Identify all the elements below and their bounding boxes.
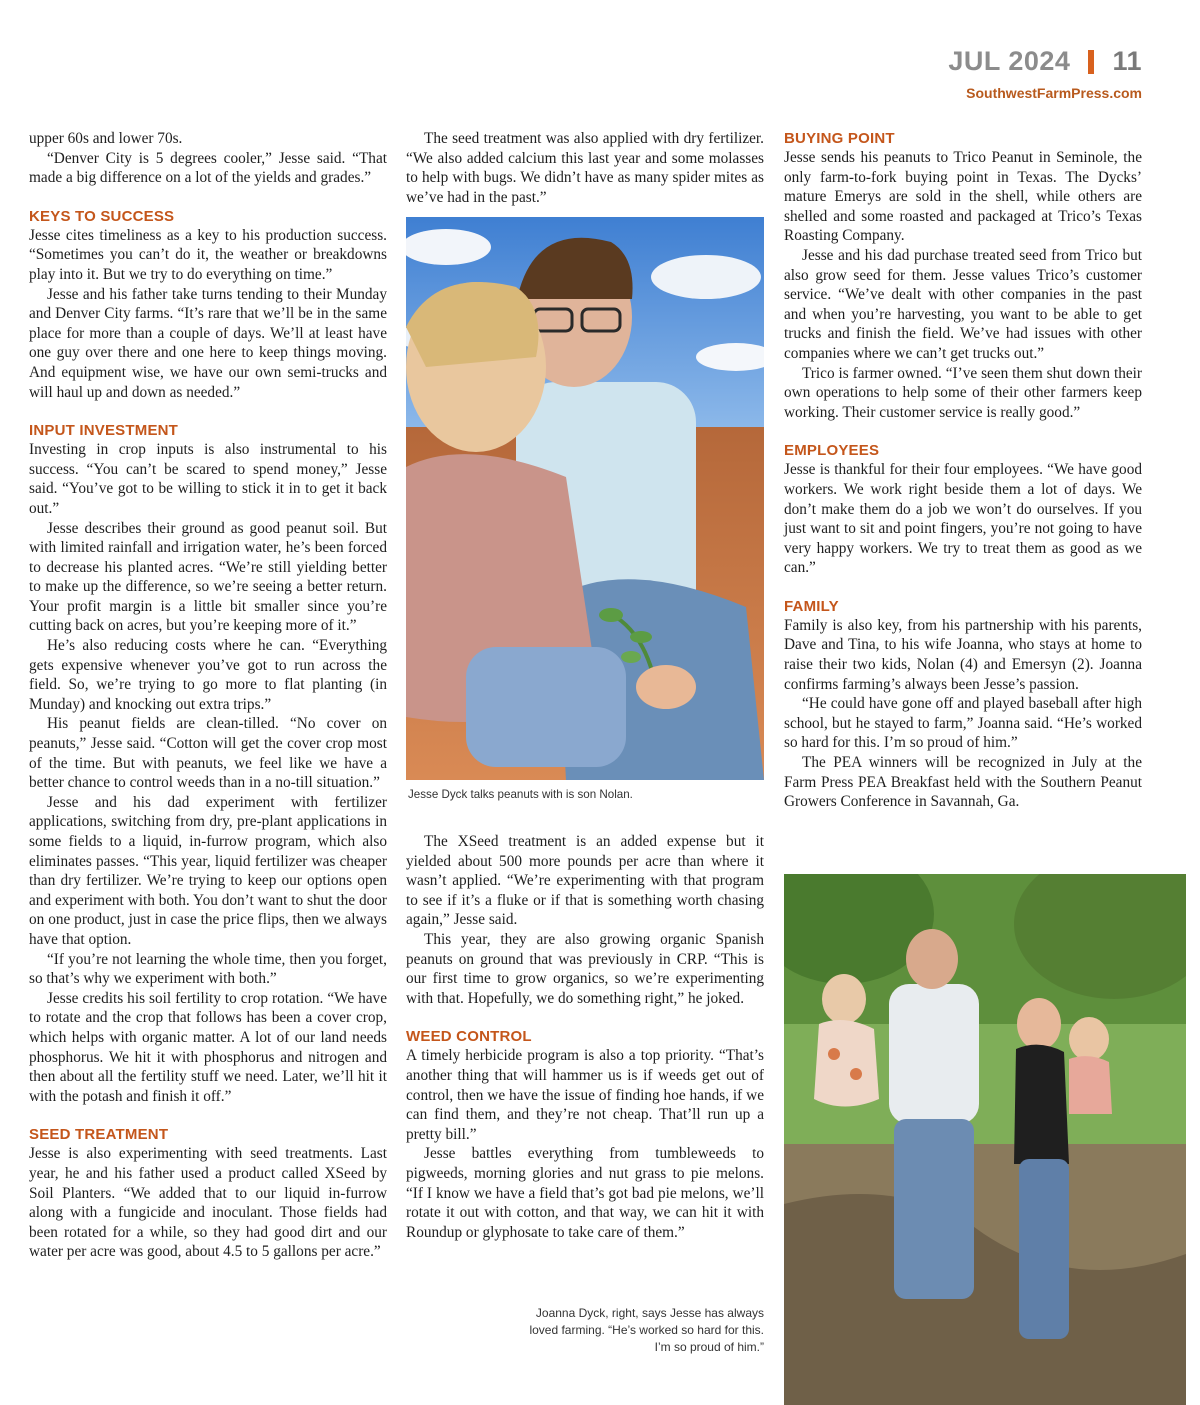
paragraph: The PEA winners will be recognized in July at the Farm Press PEA Breakfast held with the Southern Peanut Growers Conference in Savannah, Ga. (784, 754, 1142, 811)
paragraph: This year, they are also growing organic Spanish peanuts on ground that was previously in CRP. “This is our first time to grow organics, so we’re experimenting with that. Hopefully, we do something right,” he joked. (406, 930, 764, 1007)
paragraph: Jesse describes their ground as good peanut soil. But with limited rainfall and irrigation water, he’s been forced to decrease his planted acres. “We’re still yielding better to make up the difference, so we’re seeing a better return. Your profit margin is a little bit smaller since you’re cutting back on acres, but you’re keeping more of it.” (29, 519, 387, 635)
paragraph: “Denver City is 5 degrees cooler,” Jesse said. “That made a big difference on a lot of the yields and grades.” (29, 149, 387, 187)
paragraph: Jesse and his dad purchase treated seed from Trico but also grow seed for them. Jesse values Trico’s customer service. “We’ve dealt with other companies in the past and when you’re harvesting, you want to be able to get trucks and finish the field. We’ve had issues with other companies where we can’t get trucks out.” (784, 246, 1142, 362)
paragraph: Investing in crop inputs is also instrumental to his success. “You can’t be scared to spend money,” Jesse said. “You’ve got to be willing to stick it in to get it back out.” (29, 441, 387, 517)
page-number: 11 (1112, 46, 1142, 76)
photo-dyck-family (784, 874, 1186, 1405)
paragraph: The XSeed treatment is an added expense but it yielded about 500 more pounds per acre than where it wasn’t applied. “We’re experimenting with that program to see if it’s a fluke or if that is something worth chasing again,” Jesse said. (406, 833, 764, 929)
section-heading-buying-point: BUYING POINT (784, 130, 895, 147)
section-heading-family: FAMILY (784, 597, 839, 615)
photo-caption: Joanna Dyck, right, says Jesse has always loved farming. “He’s worked so hard for this. I’m so proud of him.” (529, 1306, 764, 1354)
paragraph: Jesse credits his soil fertility to crop rotation. “We have to rotate and the crop that follows has been a cover crop, which helps with organic matter. A lot of our land needs phosphorus. We hit it with phosphorus and nitrogen and then about all the fertility stuff we need. Later, we’ll hit it with the potash and finish it off.” (29, 989, 387, 1105)
paragraph: Jesse is thankful for their four employees. “We have good workers. We work right beside them a lot of days. We don’t make them do a job we won’t do ourselves. If you just want to sit and point fingers, you’re not going to have very happy workers. We try to treat them as good as we can.” (784, 461, 1142, 577)
section-heading-keys-to-success: KEYS TO SUCCESS (29, 207, 175, 225)
column-3 (784, 129, 1142, 812)
column-2-top (406, 129, 764, 207)
photo-caption: Jesse Dyck talks peanuts with is son Nolan. (408, 788, 633, 801)
paragraph: “If you’re not learning the whole time, then you forget, so that’s why we experiment with both.” (29, 950, 387, 988)
paragraph: His peanut fields are clean-tilled. “No cover on peanuts,” Jesse said. “Cotton will get the cover crop most of the time. But with peanuts, we feel like we have a better chance to control weeds than in a no-till situation.” (29, 715, 387, 792)
paragraph: Jesse and his dad experiment with fertilizer applications, switching from dry, pre-plant applications in some fields to a liquid, in-furrow program, which also eliminates passes. “This year, liquid fertilizer was cheaper than dry fertilizer. We’re trying to keep our options open and experiment with both. You don’t want to shut the door on one product, just in case the price flips, then we always have that option. (29, 793, 387, 948)
paragraph: upper 60s and lower 70s. (29, 130, 183, 147)
page-header (948, 46, 1142, 101)
section-heading-weed-control: WEED CONTROL (406, 1028, 532, 1046)
paragraph: Family is also key, from his partnership with his parents, Dave and Tina, to his wife Joanna, who stays at home to raise their two kids, Nolan (4) and Emersyn (2). Joanna confirms farming’s always been Jesse’s passion. (784, 616, 1142, 693)
issue-line (948, 46, 1142, 77)
paragraph: He’s also reducing costs where he can. “Everything gets expensive whenever you’ve got to run across the field. So, we’re trying to go more to flat planting (in Munday) and knocking out extra trips.” (29, 637, 387, 713)
section-heading-input-investment: INPUT INVESTMENT (29, 422, 179, 440)
paragraph: “He could have gone off and played baseball after high school, but he stayed to farm,” Joanna said. “He’s worked so hard for this. I’m so proud of him.” (784, 695, 1142, 752)
header-divider-bar (1088, 50, 1094, 74)
photo-illustration (784, 874, 1186, 1405)
issue-date: JUL 2024 (948, 46, 1071, 76)
paragraph: A timely herbicide program is also a top priority. “That’s another thing that will hammer us is if weeds get out of control, then we have the issue of finding hoe hands, if we can find them, and they’re not cheap. That’ll run up a pretty bill.” (406, 1047, 764, 1143)
section-heading-seed-treatment: SEED TREATMENT (29, 1126, 169, 1144)
column-2-bottom (406, 832, 764, 1242)
photo-illustration (406, 217, 764, 780)
column-1 (29, 129, 387, 1262)
paragraph: Jesse and his father take turns tending to their Munday and Denver City farms. “It’s rare that we’ll be in the same place for more than a couple of days. We’ll at least have one guy over there and one here to keep things moving. And equipment wise, we have our own semi-trucks and will haul up and down as needed.” (29, 285, 387, 401)
paragraph: The seed treatment was also applied with dry fertilizer. “We also added calcium this last year and some molasses to help with bugs. We didn’t have as many spider mites as we’ve had in the past.” (406, 130, 764, 206)
photo-jesse-and-nolan (406, 217, 764, 780)
paragraph: Trico is farmer owned. “I’ve seen them shut down their own operations to help some of their other farmers keep working. Their customer service is really good.” (784, 364, 1142, 421)
paragraph: Jesse cites timeliness as a key to his production success. “Sometimes you can’t do it, the weather or breakdowns play into it. But we try to do everything on time.” (29, 226, 387, 283)
website-link[interactable]: SouthwestFarmPress.com (966, 85, 1142, 101)
paragraph: Jesse is also experimenting with seed treatments. Last year, he and his father used a product called XSeed by Soil Planters. “We added that to our liquid in-furrow along with a fungicide and inoculant. Those fields had been rotated for a while, so they had good dirt and our water per acre was good, about 4.5 to 5 gallons per acre.” (29, 1145, 387, 1261)
paragraph: Jesse sends his peanuts to Trico Peanut in Seminole, the only farm-to-fork buying point in Texas. The Dycks’ mature Emerys are sold in the shell, while others are shelled and some roasted and packaged at Trico’s Texas Roasting Company. (784, 149, 1142, 245)
section-heading-employees: EMPLOYEES (784, 442, 880, 460)
paragraph: Jesse battles everything from tumbleweeds to pigweeds, morning glories and nut grass to pie melons. “If I know we have a field that’s got bad pie melons, we’ll rotate it out with cotton, and that way, we can hit it with Roundup or glyphosate to take care of them.” (406, 1145, 764, 1241)
